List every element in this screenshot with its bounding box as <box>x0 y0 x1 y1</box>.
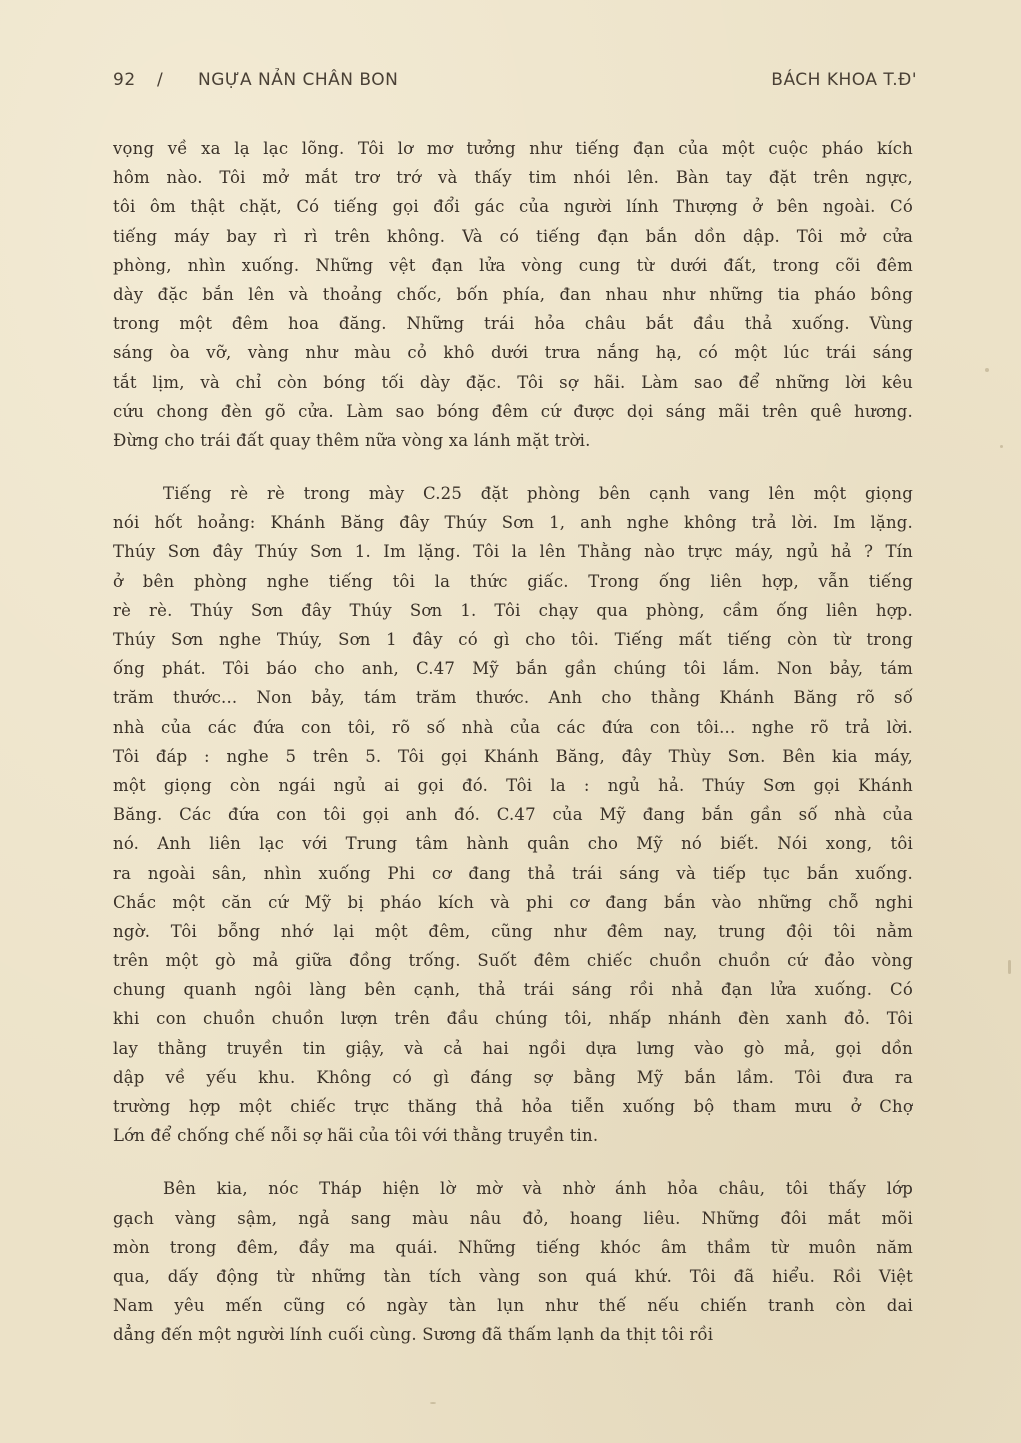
text-line: Băng. Các đứa con tôi gọi anh đó. C.47 của Mỹ đang bắn gần số nhà của <box>113 805 913 825</box>
text-line: khi con chuồn chuồn lượn trên đầu chúng tôi, nhấp nhánh đèn xanh đỏ. Tôi <box>113 1009 913 1029</box>
paragraph <box>113 134 913 455</box>
paragraph <box>113 1174 913 1349</box>
text-line: tắt lịm, và chỉ còn bóng tối dày đặc. Tôi sợ hãi. Làm sao để những lời kêu <box>113 372 913 392</box>
text-line: Đừng cho trái đất quay thêm nữa vòng xa lánh mặt trời. <box>113 430 591 450</box>
paper-speck <box>1008 960 1011 974</box>
text-line: ra ngoài sân, nhìn xuống Phi cơ đang thả trái sáng và tiếp tục bắn xuống. <box>113 863 913 883</box>
text-line: vọng về xa lạ lạc lõng. Tôi lơ mơ tưởng như tiếng đạn của một cuộc pháo kích <box>113 139 913 158</box>
paragraph <box>113 479 913 1150</box>
header-separator: / <box>157 70 164 90</box>
text-line: nó. Anh liên lạc với Trung tâm hành quân cho Mỹ nó biết. Nói xong, tôi <box>113 834 913 854</box>
text-line: hôm nào. Tôi mở mắt trơ trớ và thấy tim nhói lên. Bàn tay đặt trên ngực, <box>113 168 913 188</box>
running-header <box>113 70 917 98</box>
text-line: Chắc một căn cứ Mỹ bị pháo kích và phi cơ đang bắn vào những chỗ nghi <box>113 892 913 912</box>
text-line: mòn trong đêm, đầy ma quái. Những tiếng khóc âm thầm từ muôn năm <box>113 1237 913 1257</box>
text-line: dập về yếu khu. Không có gì đáng sợ bằng Mỹ bắn lầm. Tôi đưa ra <box>113 1067 913 1087</box>
text-line: ống phát. Tôi báo cho anh, C.47 Mỹ bắn gần chúng tôi lắm. Non bảy, tám <box>113 659 913 679</box>
journal-name: BÁCH KHOA T.Đ' <box>771 70 917 90</box>
text-line: dẳng đến một người lính cuối cùng. Sương đã thấm lạnh da thịt tôi rồi <box>113 1325 714 1345</box>
text-line: Bên kia, nóc Tháp hiện lờ mờ và nhờ ánh hỏa châu, tôi thấy lớp <box>163 1179 913 1199</box>
text-line: cứu chong đèn gõ cửa. Làm sao bóng đêm cứ được dọi sáng mãi trên quê hương. <box>113 401 913 421</box>
text-line: gạch vàng sậm, ngả sang màu nâu đỏ, hoang liêu. Những đôi mắt mõi <box>113 1208 913 1228</box>
text-line: ở bên phòng nghe tiếng tôi la thức giấc. Trong ống liên hợp, vẫn tiếng <box>113 571 913 591</box>
text-line: Lớn để chống chế nỗi sợ hãi của tôi với thằng truyền tin. <box>113 1126 599 1146</box>
text-line: tiếng máy bay rì rì trên không. Và có tiếng đạn bắn dồn dập. Tôi mở cửa <box>113 226 913 246</box>
text-line: qua, dấy động từ những tàn tích vàng son quá khứ. Tôi đã hiểu. Rồi Việt <box>113 1266 913 1286</box>
text-line: Thúy Sơn đây Thúy Sơn 1. Im lặng. Tôi la lên Thằng nào trực máy, ngủ hả ? Tín <box>113 542 913 562</box>
text-line: Thúy Sơn nghe Thúy, Sơn 1 đây có gì cho tôi. Tiếng mất tiếng còn từ trong <box>113 630 913 649</box>
text-line: Nam yêu mến cũng có ngày tàn lụn như thế nếu chiến tranh còn dai <box>113 1296 913 1316</box>
text-line: nói hốt hoảng: Khánh Băng đây Thúy Sơn 1, anh nghe không trả lời. Im lặng. <box>113 513 913 533</box>
text-line: nhà của các đứa con tôi, rõ số nhà của các đứa con tôi... nghe rõ trả lời. <box>113 717 913 737</box>
page-number: 92 <box>113 70 136 90</box>
text-line: sáng òa vỡ, vàng như màu cỏ khô dưới trưa nắng hạ, có một lúc trái sáng <box>113 343 913 363</box>
paper-speck <box>430 1402 436 1404</box>
text-line: trên một gò mả giữa đồng trống. Suốt đêm chiếc chuồn chuồn cứ đảo vòng <box>113 951 913 971</box>
text-line: Tôi đáp : nghe 5 trên 5. Tôi gọi Khánh Băng, đây Thùy Sơn. Bên kia máy, <box>113 746 913 766</box>
text-line: chung quanh ngôi làng bên cạnh, thả trái sáng rồi nhả đạn lửa xuống. Có <box>113 980 913 1000</box>
text-line: ngờ. Tôi bỗng nhớ lại một đêm, cũng như đêm nay, trung đội tôi nằm <box>113 921 913 941</box>
text-line: trường hợp một chiếc trực thăng thả hỏa tiễn xuống bộ tham mưu ở Chợ <box>113 1097 913 1116</box>
book-title: NGỰA NẢN CHÂN BON <box>198 70 399 90</box>
text-line: Tiếng rè rè trong mày C.25 đặt phòng bên cạnh vang lên một giọng <box>163 484 913 504</box>
text-line: rè rè. Thúy Sơn đây Thúy Sơn 1. Tôi chạy qua phòng, cầm ống liên hợp. <box>113 600 913 620</box>
text-line: một giọng còn ngái ngủ ai gọi đó. Tôi la : ngủ hả. Thúy Sơn gọi Khánh <box>113 775 913 795</box>
text-line: trăm thước... Non bảy, tám trăm thước. Anh cho thằng Khánh Băng rõ số <box>113 688 913 708</box>
text-line: lay thằng truyền tin giậy, và cả hai ngồi dựa lưng vào gò mả, gọi dồn <box>113 1038 913 1058</box>
body-text <box>113 134 913 1374</box>
text-line: trong một đêm hoa đăng. Những trái hỏa châu bắt đầu thả xuống. Vùng <box>113 314 913 334</box>
text-line: dày đặc bắn lên và thoảng chốc, bốn phía, đan nhau như những tia pháo bông <box>113 284 913 304</box>
paper-speck <box>1000 445 1003 448</box>
text-line: tôi ôm thật chặt, Có tiếng gọi đổi gác của người lính Thượng ở bên ngoài. Có <box>113 197 913 217</box>
text-line: phòng, nhìn xuống. Những vệt đạn lửa vòng cung từ dưới đất, trong cõi đêm <box>113 255 913 275</box>
paper-speck <box>985 368 989 372</box>
